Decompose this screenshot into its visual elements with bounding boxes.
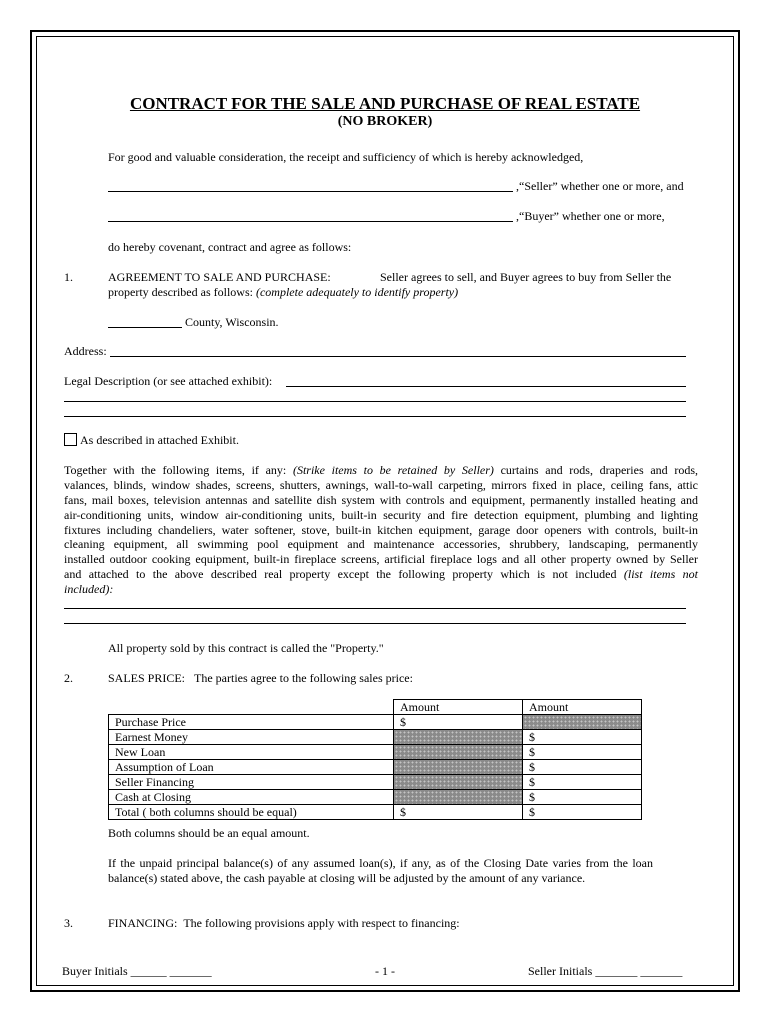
section3-text: The following provisions apply with respect to financing: (183, 916, 460, 930)
section1-line2-italic: (complete adequately to identify property) (255, 285, 459, 299)
buyer-label: ,“Buyer” whether one or more, (516, 209, 665, 223)
seller-financing-field[interactable]: $ (523, 775, 642, 790)
earnest-money-field[interactable]: $ (523, 730, 642, 745)
row-label: Purchase Price (109, 715, 394, 730)
section3-number: 3. (64, 916, 73, 930)
property-note: All property sold by this contract is called the "Property." (108, 641, 384, 655)
amount-header-2: Amount (523, 700, 642, 715)
items-segment: Together with the following items, if any: (64, 463, 293, 477)
items-last-line (64, 582, 698, 597)
section1-number: 1. (64, 270, 73, 284)
section1-line2 (108, 285, 458, 300)
items-italic-segment: (Strike items to be retained by Seller) (292, 463, 494, 477)
table-row (109, 730, 642, 745)
row-label: Cash at Closing (109, 790, 394, 805)
legal-description-field-1[interactable] (286, 386, 686, 387)
section1-text: Seller agrees to sell, and Buyer agrees to buy from Seller the (380, 270, 672, 284)
total-column-2-field[interactable]: $ (523, 805, 642, 820)
table-row (109, 775, 642, 790)
section1-line2-plain: property described as follows: (108, 285, 256, 299)
table-row (109, 745, 642, 760)
shaded-cell (394, 790, 523, 805)
equal-amount-note: Both columns should be an equal amount. (108, 826, 310, 840)
section2-heading-label: SALES PRICE: (108, 671, 186, 685)
items-segment: cleaning equipment, all swimming pool equipment and maintenance accessories, shrubbery, landscaping, permanently (64, 537, 698, 552)
address-field[interactable] (110, 356, 686, 357)
included-items-paragraph (64, 463, 698, 597)
items-segment: fans, mail boxes, television antennas and satellite dish system with controls and equipment, permanently installed heating and (64, 492, 698, 507)
purchase-price-field[interactable]: $ (394, 715, 523, 730)
table-row (109, 760, 642, 775)
amount-header-1: Amount (394, 700, 523, 715)
items-line (64, 463, 698, 478)
excluded-items-field-2[interactable] (64, 623, 686, 624)
variance-line-1: If the unpaid principal balance(s) of any assumed loan(s), if any, as of the Closing Date varies from the loan (108, 856, 653, 870)
items-italic-segment: included): (64, 582, 114, 597)
items-segment: fixtures including chandeliers, water softener, stove, built-in kitchen equipment, garage door openers with controls, built-in (64, 522, 698, 537)
county-field[interactable] (108, 327, 182, 328)
legal-description-field-3[interactable] (64, 416, 686, 417)
cash-at-closing-field[interactable]: $ (523, 790, 642, 805)
intro-text: For good and valuable consideration, the receipt and sufficiency of which is hereby acknowledged, (108, 150, 584, 164)
items-line (64, 493, 698, 508)
items-segment: air-conditioning units, window air-conditioning units, built-in security and fire detection equipment, plumbing and lighting (64, 507, 698, 522)
legal-description-label: Legal Description (or see attached exhibit): (64, 374, 273, 388)
section3-heading-label: FINANCING: (108, 916, 178, 930)
buyer-name-field[interactable] (108, 221, 513, 222)
document-title: CONTRACT FOR THE SALE AND PURCHASE OF REAL ESTATE (129, 94, 641, 113)
items-line (64, 552, 698, 567)
shaded-cell (394, 745, 523, 760)
row-label: New Loan (109, 745, 394, 760)
seller-label: ,“Seller” whether one or more, and (516, 179, 684, 193)
items-segment: curtains and rods, draperies and rods, (493, 463, 698, 477)
section2-text: The parties agree to the following sales price: (194, 671, 413, 685)
exhibit-checkbox[interactable] (64, 433, 77, 446)
items-italic-segment: (list items not (623, 567, 698, 582)
shaded-cell (523, 715, 642, 730)
seller-name-field[interactable] (108, 191, 513, 192)
covenant-text: do hereby covenant, contract and agree as follows: (108, 240, 352, 254)
county-label: County, Wisconsin. (185, 315, 279, 329)
shaded-cell (394, 730, 523, 745)
excluded-items-field-1[interactable] (64, 608, 686, 609)
row-label: Seller Financing (109, 775, 394, 790)
shaded-cell (394, 760, 523, 775)
section1-heading: AGREEMENT TO SALE AND PURCHASE: (108, 270, 331, 284)
items-line (64, 478, 698, 493)
shaded-cell (394, 775, 523, 790)
table-row (109, 790, 642, 805)
items-line (64, 508, 698, 523)
row-label: Assumption of Loan (109, 760, 394, 775)
items-line (64, 567, 698, 582)
header-blank (109, 700, 394, 715)
address-label: Address: (64, 344, 107, 358)
row-label: Earnest Money (109, 730, 394, 745)
items-line (64, 537, 698, 552)
items-segment: installed outdoor cooking equipment, built-in fireplace screens, artificial fireplace logs and all other property owned by Seller (64, 552, 698, 567)
section3-heading (108, 916, 460, 931)
table-row (109, 805, 642, 820)
document-subtitle: (NO BROKER) (337, 114, 433, 129)
items-line (64, 523, 698, 538)
new-loan-field[interactable]: $ (523, 745, 642, 760)
row-label: Total ( both columns should be equal) (109, 805, 394, 820)
items-segment: valances, blinds, window shades, screens, shutters, awnings, wall-to-wall carpeting, mirrors fixed in place, ceiling fans, attic (64, 477, 698, 492)
legal-description-field-2[interactable] (64, 401, 686, 402)
sales-price-table (108, 699, 642, 820)
assumption-of-loan-field[interactable]: $ (523, 760, 642, 775)
buyer-initials[interactable]: Buyer Initials ______ _______ (62, 964, 212, 978)
exhibit-label: As described in attached Exhibit. (80, 433, 239, 447)
items-segment: and attached to the above described real property except the following property which is not included (64, 567, 624, 582)
table-row (109, 715, 642, 730)
page-number: - 1 - (375, 964, 395, 978)
variance-line-2: balance(s) stated above, the cash payable at closing will be adjusted by the amount of any variance. (108, 870, 586, 885)
total-column-1-field[interactable]: $ (394, 805, 523, 820)
table-header-row (109, 700, 642, 715)
variance-paragraph (108, 856, 653, 886)
section2-heading (108, 671, 413, 686)
seller-initials[interactable]: Seller Initials _______ _______ (528, 964, 683, 978)
section2-number: 2. (64, 671, 73, 685)
